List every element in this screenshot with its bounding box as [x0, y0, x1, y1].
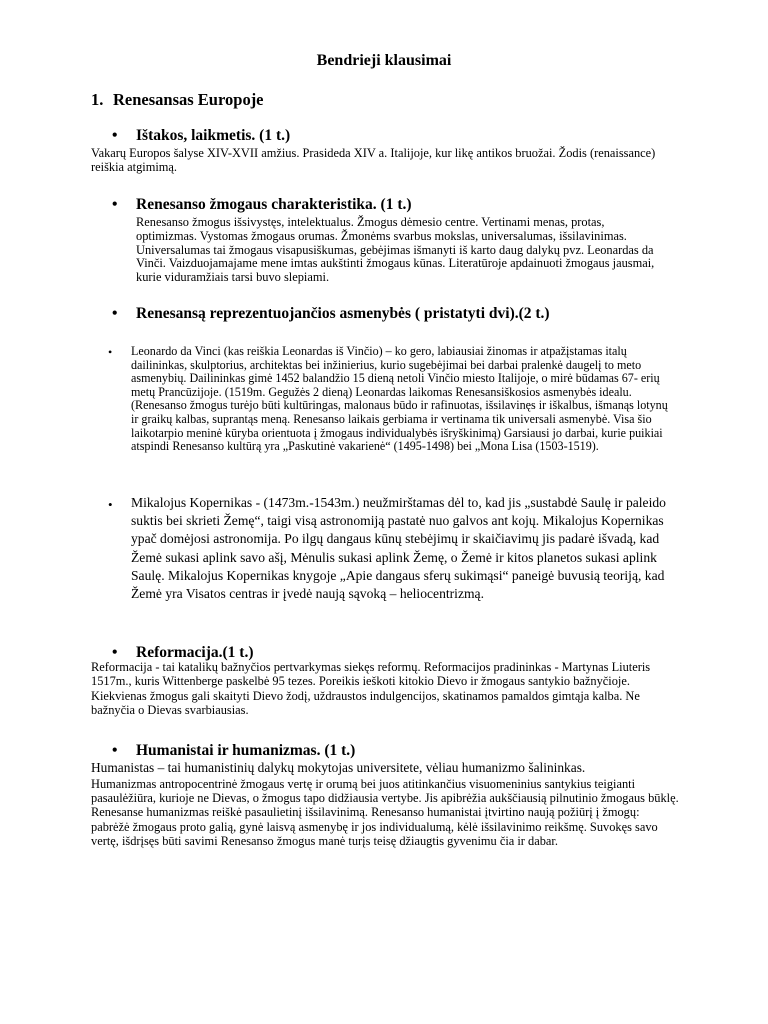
section-number: 1.: [91, 90, 104, 109]
section-heading: [91, 90, 264, 110]
bullet-icon: •: [112, 742, 118, 759]
person-kopernikas-text: Mikalojus Kopernikas - (1473m.-1543m.) neužmirštamas dėl to, kad jis „sustabdė Saulę ir paleido suktis bei skrieti Žemę“, taigi visą astronomiją pastatė nuo galvos ant kojų. Mikalojus Kopernikas ypač domėjosi astronomija. Po ilgų dangaus kūnų stebėjimų ir skaičiavimų jis padarė išvadą, kad Žemė sukasi aplink savo ašį, Mėnulis sukasi aplink Žemę, o Žemė ir kitos planetos sukasi aplink Saulę. Mikalojus Kopernikas knygoje „Apie dangaus sferų sukimąsi“ paneigė buvusią teoriją, kad Žemė yra Visatos centras ir įvedė naują sąvoką – heliocentrizmą.: [131, 495, 666, 602]
subsection-heading-text: Reformacija.(1 t.): [136, 644, 254, 661]
document-title: Bendrieji klausimai: [316, 52, 452, 69]
character-text: Renesanso žmogus išsivystęs, intelektualus. Žmogus dėmesio centre. Vertinami menas, protas, optimizmas. Vystomas žmogaus orumas. Žmonėms svarbus mokslas, universalumas, išsilavinimas. Universalumas tai žmogaus visapusiškumas, gebėjimas išmanyti iš karto daug dalykų pvz. Leonardas da Vinči. Vaizduojamajame mene imtas aukštinti žmogaus kūnas. Literatūroje apdainuoti žmogaus jausmai, kurie viduramžiais tarsi buvo slepiami.: [136, 215, 655, 285]
humanist-definition-text: Humanistas – tai humanistinių dalykų mokytojas universitete, vėliau humanizmo šalininkas.: [91, 760, 586, 775]
reformation-text: Reformacija - tai katalikų bažnyčios pertvarkymas siekęs reformų. Reformacijos pradininkas - Martynas Liuteris 1517m., kuris Wittenberge paskelbė 95 tezes. Poreikis ieškoti kitokio Dievo ir žmogaus santykio bažnyčioje. Kiekvienas žmogus gali skaityti Dievo žodį, uždraustos indulgencijos, skatinamos pamaldos gimtąja kalba. Ne bažnyčia o Dievas svarbiausias.: [91, 660, 651, 718]
bullet-icon: •: [112, 305, 118, 322]
subsection-heading-text: Renesansą reprezentuojančios asmenybės ( pristatyti dvi).(2 t.): [136, 305, 550, 322]
bullet-icon: •: [112, 127, 118, 144]
bullet-icon: •: [112, 196, 118, 213]
person-leonardo-text: Leonardo da Vinci (kas reiškia Leonardas iš Vinčio) – ko gero, labiausiai žinomas ir atpažįstamas italų dailininkas, skulptorius, architektas bei inžinierius, kurio sugebėjimai bei darbai pralenkė daugelį to meto asmenybių. Dailininkas gimė 1452 balandžio 15 dieną netoli Vinčio miesto Italijoje, o mirė būdamas 67- erių metų Prancūzijoje. (1519m. Gegužės 2 dieną) Leonardas laikomas Renesansiškosios asmenybės idealu. (Renesanso žmogus turėjo būti kultūringas, malonaus būdo ir rafinuotas, išsilavinęs ir iškalbus, išmanąs lotynų ir graikų kalbas, suprantąs meną. Renesanso laikais gerbiama ir vertinama tik universali asmenybė. Visa šio laikotarpio meninė kūryba orientuota į žmogaus individualybės išryškinimą) Garsiausi jo darbai, kurie puikiai atspindi Renesanso kultūrą yra „Paskutinė vakarienė“ (1495-1498) bei „Mona Lisa (1503-1519).: [131, 344, 668, 454]
bullet-icon: •: [112, 644, 118, 661]
bullet-icon: •: [108, 345, 113, 359]
section-title: Renesansas Europoje: [113, 90, 264, 109]
subsection-heading-text: Humanistai ir humanizmas. (1 t.): [136, 742, 356, 759]
subsection-heading-text: Ištakos, laikmetis. (1 t.): [136, 127, 291, 144]
humanism-text: Humanizmas antropocentrinė žmogaus vertę ir orumą bei juos atitinkančius visuomeninius santykius teigianti pasaulėžiūra, kurioje ne Dievas, o žmogus tapo didžiausia vertybe. Jis apibrėžia aukščiausią pilnutinio žmogaus būklę. Renesanse humanizmas reiškė pasaulietinį išsilavinimą. Renesanso humanistai įtvirtino naują požiūrį į žmogų: pabrėžė žmogaus proto galią, gynė laisvą asmenybę ir jos individualumą, kėlė išsilavinimo reikšmę. Suvokęs savo vertę, išdrįsęs būti savimi Renesanso žmogus manė turįs teisę džiaugtis gyvenimu čia ir dabar.: [91, 777, 679, 848]
bullet-icon: •: [108, 497, 113, 512]
origins-text: Vakarų Europos šalyse XIV-XVII amžius. Prasideda XIV a. Italijoje, kur likę antikos bruožai. Žodis (renaissance) reiškia atgimimą.: [91, 146, 656, 174]
subsection-heading-text: Renesanso žmogaus charakteristika. (1 t.): [136, 196, 412, 213]
